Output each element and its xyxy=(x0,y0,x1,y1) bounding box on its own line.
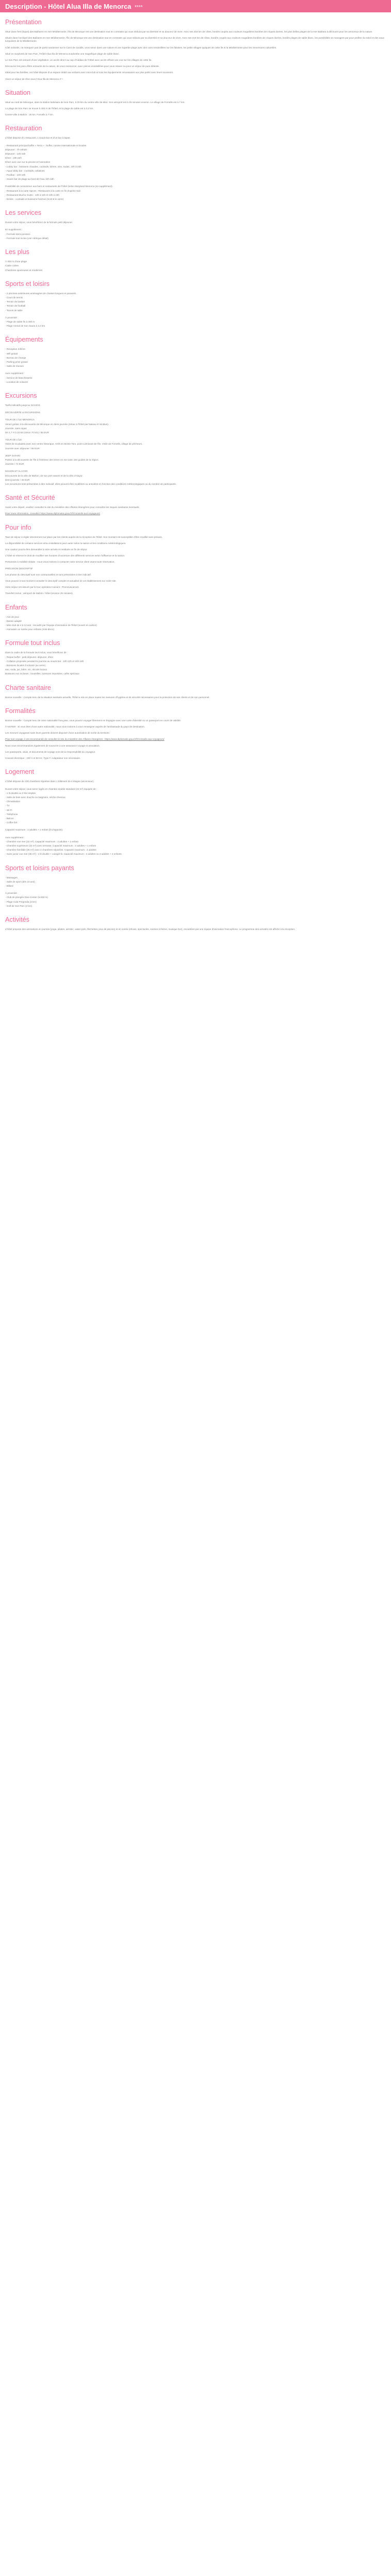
list-line: - Téléphone xyxy=(5,812,18,816)
formule-heading: Formule tout inclus xyxy=(5,639,60,647)
list-line: Visite de Ciudadela avec son centre historique. Arrêt en Monte Toro, point culminant de l'île. Visite de Fornells, village de pêcheurs. xyxy=(5,443,143,446)
formalites-text: Les passeports, visas, et documents de voyage sont de la responsabilité du voyageur. xyxy=(5,750,96,753)
list-line: Journée / 72 EUR xyxy=(5,463,24,466)
list-line: - Chambre familiale (35 m²) avec 2 chambres séparées. Capacité maximum : 4 adultes xyxy=(5,849,96,852)
list-line: - Plage de sable fin à 400 m xyxy=(5,320,35,323)
formalites-text: Les mineurs voyageant sans leurs parents doivent disposer d'une autorisation de sortie du territoire. xyxy=(5,732,110,735)
list-line: Avec supplément : xyxy=(5,372,25,375)
list-line: Durant votre séjour, vous serez logés en chambre double standard (22 m²) équipée de : xyxy=(5,787,97,790)
excursions-heading: Excursions xyxy=(5,392,37,399)
situation-text: Centre-ville à Mahón : 25 km. Fornells à 7 km. xyxy=(5,113,54,116)
list-line: eau, soda, jus, bière, vin, alcools locaux xyxy=(5,668,47,671)
list-line: À proximité : xyxy=(5,316,19,319)
list-line: - Lobby bar : boissons chaudes, cocktails, bières, vins, sodas, 10h à 23h xyxy=(5,165,82,168)
list-line: - Drinks - cocktails et boissons fraîches (5,50 € le verre) xyxy=(5,198,64,201)
presentation-text: Vivez un séjour de rêve sous l'Alua Illa de Menorca 4* ! xyxy=(5,77,63,80)
formalites-link[interactable]: Pour tout voyage, il est recommandé de consulter le site du ministère des Affaires étrangères : https://www.diplomatie.gouv.fr/fr/conseils-aux-voyageurs/ xyxy=(5,738,165,741)
list-line: - Réception 24h/24 xyxy=(5,348,25,351)
list-line: TOUR DE L'ÎLE MENORCA xyxy=(5,418,35,421)
info-text: Taxe de séjour à régler directement sur place par les clients auprès de la réception de l'hôtel. Son montant est susceptible d'être modifié sans préavis. xyxy=(5,535,162,538)
presentation-text: Idéal pour les familles, cet hôtel dispose d'un espace dédié aux enfants avec mini-club et tous les équipements nécessaires aux plus petits avec leurs souvenirs. xyxy=(5,71,174,74)
list-line: Dans la cadre de la formule tout inclus, vous bénéficiez de : xyxy=(5,651,68,654)
list-line: - Formule tout inclus (voir rubrique détail) xyxy=(5,236,48,240)
sports-heading: Sports et loisirs xyxy=(5,280,50,287)
list-line: Dîner : 19h-22h xyxy=(5,157,22,160)
excursions-list xyxy=(5,404,386,482)
list-line: Déjeuner : 7h-10h30 xyxy=(5,148,27,151)
enfants-heading: Enfants xyxy=(5,603,27,611)
list-line: - Aqua lobby bar : cocktails, collations xyxy=(5,169,45,172)
star-rating: **** xyxy=(135,5,143,10)
charte-heading: Charte sanitaire xyxy=(5,684,51,691)
presentation-text: Situé en surplomb de Son Parc, l'Hôtel Alua Illa de Menorca surplombe une magnifique plage de sable blanc. xyxy=(5,52,120,55)
sante-text: Avant votre départ, veuillez consulter le site du ministère des Affaires étrangères pour connaître les risques sanitaires éventuels. xyxy=(5,506,140,509)
list-line: - Wi-Fi xyxy=(5,808,12,811)
list-line: - Bureau de change xyxy=(5,356,26,359)
list-line: - Chambre vue mer (22 m²). Capacité maximum : 2 adultes + 1 enfant xyxy=(5,840,78,843)
logement-list xyxy=(5,780,386,856)
list-line: - Repas buffet : petit déjeuner, déjeuner, dîner xyxy=(5,655,54,658)
list-line: - Service de blanchisserie xyxy=(5,376,32,379)
charte-text: Bonne nouvelle : Compte tenu de la situation sanitaire actuelle, l'hôtel a mis en place toutes les mesures d'hygiène et de sécurité nécessaires pour la protection de ses clients et de son personnel. xyxy=(5,696,210,699)
list-line: Capacité maximum : 2 adultes + 1 enfant (lit d'appoint). xyxy=(5,828,63,832)
formalites-text: Courant électrique : 230 V et 50 Hz. Type F. Adaptateur non nécessaire. xyxy=(5,757,81,760)
list-line: - TV xyxy=(5,804,10,807)
list-line: Avec supplément : xyxy=(5,836,25,839)
list-line: MAHON ET ALAYOR xyxy=(5,470,28,473)
list-line: - Mini-club de 4 à 12 ans : encadré par l'équipe d'animation de l'hôtel (ouvert en saison) xyxy=(5,624,97,627)
info-text: Vous pouvez à tout moment consulter le descriptif complet et actualisé de cet établissement sur notre site. xyxy=(5,580,117,583)
equipements-heading: Équipements xyxy=(5,336,43,344)
list-line: - 1 lit double ou 2 lits simples xyxy=(5,791,36,794)
list-line: - Plage Arenal de Son Saura à 3,2 km xyxy=(5,325,45,328)
list-line: - Salle de réunion xyxy=(5,365,24,368)
list-line: DÉCOUVERTE & EXCURSIONS xyxy=(5,411,40,414)
list-line: - 2 piscines extérieures aménagées de chaises longues et parasols. xyxy=(5,292,77,295)
info-text: Personnes à mobilité réduite : nous vous invitons à contacter notre service client avant toute réservation. xyxy=(5,561,115,564)
excursions-note: Les excursions sont présentées à titre indicatif, elles peuvent être modifiées ou annulées en fonction des conditions météorologiques ou du nombre de participants. xyxy=(5,483,176,485)
info-text: Votre séjour est assuré par le tour-opérateur suivant : Promovacances xyxy=(5,586,79,589)
plus-list xyxy=(5,260,386,272)
list-line: Possibilité de consommer aux bars et restaurants de l'hôtel (selon Maryland Menorca (en supplément). xyxy=(5,185,113,188)
list-line: - Court de tennis xyxy=(5,296,23,299)
list-line: Demi-journée / 35 EUR xyxy=(5,478,30,481)
info-heading: Pour info xyxy=(5,523,31,531)
situation-heading: Situation xyxy=(5,89,31,96)
sports-payants-heading: Sports et loisirs payants xyxy=(5,864,74,872)
info-text: PRÉCISION DESCRIPTIF xyxy=(5,567,33,570)
title-bar xyxy=(0,0,391,12)
list-line: L'hôtel dispose de 228 chambres réparties dans 1 bâtiment de 4 étages (ascenseur). xyxy=(5,780,94,783)
description-content xyxy=(0,19,391,931)
list-line: - Restaurant principal buffet « Terra » : buffet, cuisine internationale et locales xyxy=(5,144,87,147)
list-line: Boissons non incluses : bouteilles, boissons importées, cafés spéciaux xyxy=(5,672,79,675)
formalites-text: À NOTER : Si vous êtes d'une autre nationalité, nous vous invitons à vous renseigner auprès de l'ambassade du pays de destination. xyxy=(5,725,145,728)
list-line: - Poolbar : 10h-19h xyxy=(5,174,26,177)
formalites-text: Nous vous recommandons également de souscrire à une assurance voyage et annulation. xyxy=(5,744,100,747)
presentation-text: Le Son Parc est entouré d'une végétation, un accès direct au cap d'Addaia de l'Hôtel avec accès offrant une vue sur les villages de cette île. xyxy=(5,59,152,62)
plus-heading: Les plus xyxy=(5,248,29,256)
list-line: - Wifi gratuit xyxy=(5,352,18,355)
list-line: Chambres spacieuses et modernes xyxy=(5,268,43,272)
list-line: - Tennis de table xyxy=(5,309,23,312)
list-line: - Boissons locales à volonté (au verre) : xyxy=(5,664,47,667)
activites-text: L'hôtel propose des animations en journée (yoga, pilates, aérobic, water-polo, fléchettes, jeux de piscine) et en soirée (shows, spectacles, soirées à thème, musique live), encadrées par une équipe d'animation francophone. Le programme des activités est affiché à la réception. xyxy=(5,927,296,930)
presentation-text: Situé dans l'est (tiquet) des Baléares en mer Méditerranée, l'île de Minorque est une destination tout en contraste qui vous séduira par sa diversité et sa douceur de vivre. Avec ses 216 km de côtes, bordés coupés aux couleurs rougeâtres bordées de criques dorées, les plus belles plages de la mer Baléare à découvrir pour les amoureux de la nature. xyxy=(5,30,373,33)
restauration-list xyxy=(5,137,386,201)
list-line: - Terrain de basket xyxy=(5,300,25,303)
list-line: - Club de plongée Dive Center (à 600 m) xyxy=(5,896,48,899)
list-line: Partez à la découverte de l'île à l'intérieur des terres en 4x4 avec des guides de la région. xyxy=(5,458,99,461)
info-text: Une caution pourra être demandée à votre arrivée et restituée en fin de séjour. xyxy=(5,548,88,551)
page-title: Description - Hôtel Alua Illa de Menorca xyxy=(5,3,132,10)
list-line: TOUR DE L'ÎLE xyxy=(5,438,22,442)
logement-heading: Logement xyxy=(5,768,35,776)
list-line: - Golf de Son Parc (2 km) xyxy=(5,904,32,907)
list-line: - Snack-bar de plage au bord de l'eau 10h-18h xyxy=(5,178,54,181)
list-line: - Bassin adapté xyxy=(5,619,22,622)
list-line: Découverte de la ville de Mahon, de son port naturel et de la ville d'Alayor. xyxy=(5,474,83,477)
list-line: L'hôtel dispose d'1 restaurant, 1 snack-bar et d'un bar à tapas. xyxy=(5,137,71,140)
info-text: Transfert inclus : aéroport de Mahón / hôtel (environ 25 minutes) xyxy=(5,592,73,595)
list-line: Venez goûter à la découverte de Minorque en demi-journée (retour à l'hôtel par bateau et minibus). xyxy=(5,422,109,426)
list-line: - Suite junior vue mer (35 m²) : 1 lit double + canapé-lit. Capacité maximum : 3 adultes ou 2 adultes + 2 enfants xyxy=(5,853,122,856)
list-line: À proximité : xyxy=(5,892,19,895)
activites-heading: Activités xyxy=(5,916,29,923)
list-line: - Massages xyxy=(5,876,18,879)
list-line: De 1,7 H à 10 km (sinon 70 km) / 85 EUR xyxy=(5,431,49,434)
list-line: Cadre calme xyxy=(5,264,19,267)
list-line: - Salle de sport (dès 16 ans) xyxy=(5,880,35,883)
formule-list xyxy=(5,651,386,675)
list-line: - Balcon xyxy=(5,817,14,820)
list-line: Dîner avec vue sur la piscine et l'animation xyxy=(5,161,51,164)
info-text: Les photos du descriptif sont non contractuelles et sont présentées à titre indicatif. xyxy=(5,573,92,576)
list-line: - Restaurant Mucho Gusto : 13h à 16h et 19h à 23h xyxy=(5,193,59,196)
list-line: - Formule demi-pension xyxy=(5,232,30,235)
presentation-heading: Présentation xyxy=(5,19,42,26)
formalites-text: Bonne nouvelle : Compte tenu de votre nationalité française, vous pouvez voyager librement en Espagne avec une carte d'identité ou un passeport en cours de validité. xyxy=(5,719,182,722)
sante-heading: Santé et Sécurité xyxy=(5,494,55,502)
list-line: À 400 m d'une plage xyxy=(5,260,27,263)
presentation-text: Découvrez les joies d'être entourés de la nature, de vous ressourcer, avec pièces ensoleillées pour vous relaxer ou pour un séjour de pure détente. xyxy=(5,65,160,68)
list-line: - Coffre-fort xyxy=(5,821,18,824)
presentation-text: Située dans l'archipel des Baléares en mer Méditerranée, l'île de Minorque est une destination tout en contraste qui vous séduira par sa diversité et sa douceur de vivre. Avec ses 216 km de côtes, bordés coupés aux couleurs rougeâtres bordées de criques dorées, bordés plages de sable blanc, les possibilités se managent par pour profiter du soleil et des eaux turquoises de la Méditerranée. xyxy=(5,37,384,43)
formalites-heading: Formalités xyxy=(5,707,36,715)
list-line: Durant votre séjour, vous bénéficiez de la formule petit déjeuner. xyxy=(5,221,73,224)
list-line: - Climatisation xyxy=(5,800,21,803)
list-line: - Collation proposée pendant la journée au snack-bar : 10h-12h et 15h-18h xyxy=(5,659,84,663)
list-line: En supplément : xyxy=(5,228,23,231)
list-line: Journée avec déjeuner / 65 EUR xyxy=(5,447,40,450)
list-line: - Location de voitures xyxy=(5,380,28,383)
list-line: - Plage Cala Pregonda (3 km) xyxy=(5,900,37,903)
services-heading: Les services xyxy=(5,209,41,217)
list-line: Déjeuner : 13h-15h xyxy=(5,152,26,156)
list-line: - Terrain de football xyxy=(5,304,26,308)
sante-link[interactable]: Pour toute information, consultez https://www.diplomatie.gouv.fr/fr/conseils-aux-voyageurs/ xyxy=(5,512,101,515)
restauration-heading: Restauration xyxy=(5,125,42,132)
situation-text: La plage de Son Parc se trouve à 400 m de l'hôtel, et la plage de sable est à 3,2 km. xyxy=(5,107,94,110)
list-line: Tarifs indicatifs jusqu'au 31/10/24 xyxy=(5,403,40,406)
list-line: JEEP SAFARI xyxy=(5,454,21,457)
info-text: La disponibilité de certains services et/ou installations peut varier selon la saison et les conditions météorologiques. xyxy=(5,541,126,545)
list-line: - Animation en soirée pour enfants (mini-disco) xyxy=(5,628,54,631)
list-line: - Restaurant à la carte Spices : Restaurant à la carte en fin d'après-midi xyxy=(5,189,80,192)
list-line: - Billard xyxy=(5,884,13,887)
list-line: - Chambre supérieure (22 m²) avec terrasse. Capacité maximum : 2 adultes + 1 enfant xyxy=(5,844,96,847)
presentation-text: Côté activités, ne manquez pas de partir randonner sur le Cami de Cavalls, vous serez dans une nature et une superbe plage avec des vues ensoleillées sur les falaises, les petits villages typiques de cette île et la Méditerranée pour les immersions culturelles. xyxy=(5,46,277,49)
services-list xyxy=(5,221,386,240)
list-line: - Parking privé gratuit xyxy=(5,360,28,363)
situation-text: Situé au nord de Minorque, dans la station balnéaire de Son Parc, à 20 km du centre-ville de Maó. Son aéroport est à 25 minutes environ. Le village de Fornells est à 7 km. xyxy=(5,100,185,104)
info-text: L'hôtel se réserve le droit de modifier ses horaires d'ouverture des différents services selon l'affluence et la saison. xyxy=(5,554,125,557)
equipements-list xyxy=(5,348,386,384)
list-line: - Aire de jeux xyxy=(5,615,19,618)
sports-list xyxy=(5,292,386,328)
sports-payants-list xyxy=(5,876,386,908)
list-line: Journée, sans repas xyxy=(5,427,27,430)
enfants-list xyxy=(5,616,386,632)
list-line: - Salle de bain avec douche ou baignoire, sèche-cheveux xyxy=(5,795,66,799)
